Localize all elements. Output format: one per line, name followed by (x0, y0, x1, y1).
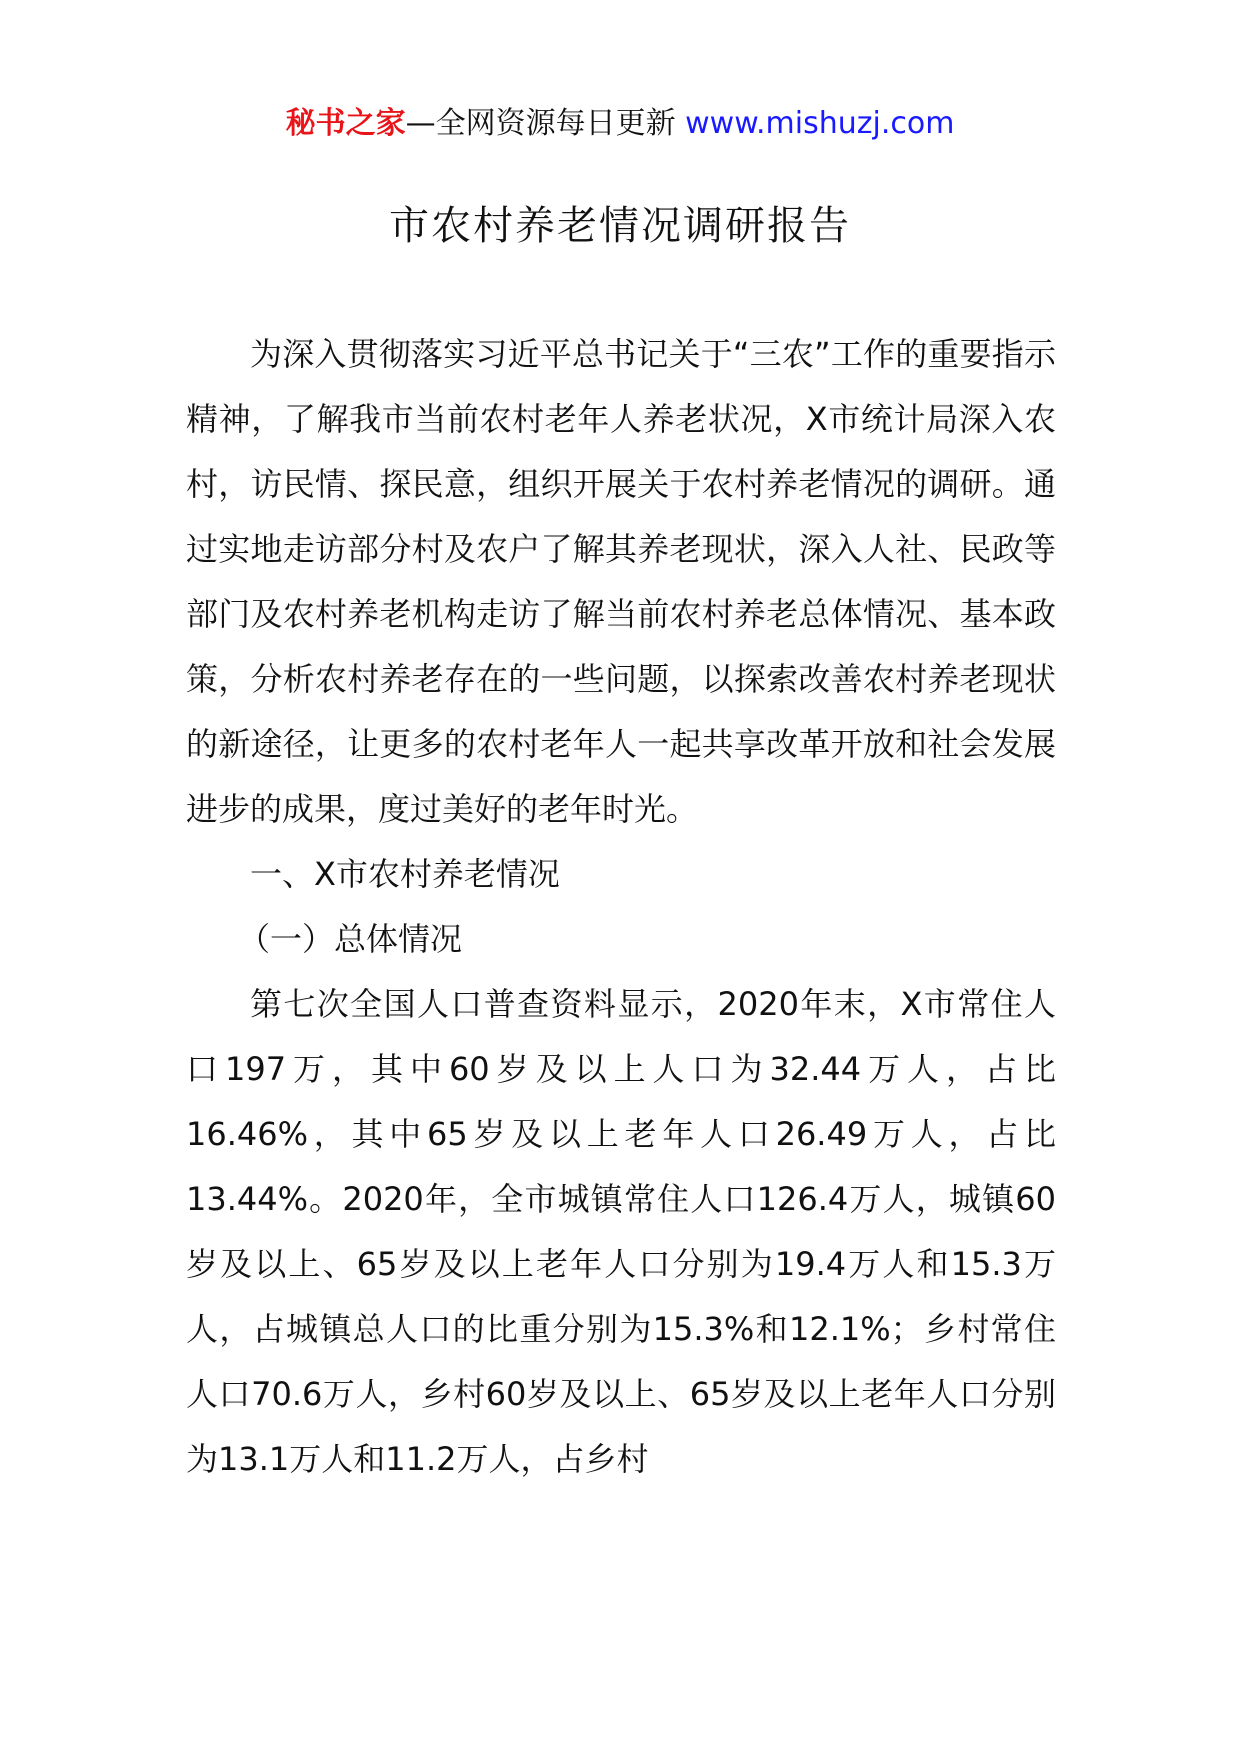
document-body (186, 322, 1056, 1492)
site-brand: 秘书之家 (285, 106, 406, 141)
site-slogan: —全网资源每日更新 (405, 106, 686, 141)
site-url-link[interactable]: www.mishuzj.com (685, 106, 955, 141)
section-heading: 一、X市农村养老情况 (250, 855, 560, 893)
document-title: 市农村养老情况调研报告 (389, 203, 851, 249)
subsection-heading: （一）总体情况 (238, 920, 463, 958)
overview-paragraph: 第七次全国人口普查资料显示，2020年末，X市常住人口197万，其中60岁及以上人口为32.44万人，占比16.46%，其中65岁及以上老年人口26.49万人，占比13.44%。2020年，全市城镇常住人口126.4万人，城镇60岁及以上、65岁及以上老年人口分别为19.4万人和15.3万人，占城镇总人口的比重分别为15.3%和12.1%；乡村常住人口70.6万人，乡村60岁及以上、65岁及以上老年人口分别为13.1万人和11.2万人，占乡村 (186, 985, 1056, 1478)
intro-paragraph: 为深入贯彻落实习近平总书记关于“三农”工作的重要指示精神，了解我市当前农村老年人养老状况，X市统计局深入农村，访民情、探民意，组织开展关于农村养老情况的调研。通过实地走访部分村及农户了解其养老现状，深入人社、民政等部门及农村养老机构走访了解当前农村养老总体情况、基本政策，分析农村养老存在的一些问题，以探索改善农村养老现状的新途径，让更多的农村老年人一起共享改革开放和社会发展进步的成果，度过美好的老年时光。 (186, 335, 1056, 828)
site-header (0, 102, 1240, 146)
